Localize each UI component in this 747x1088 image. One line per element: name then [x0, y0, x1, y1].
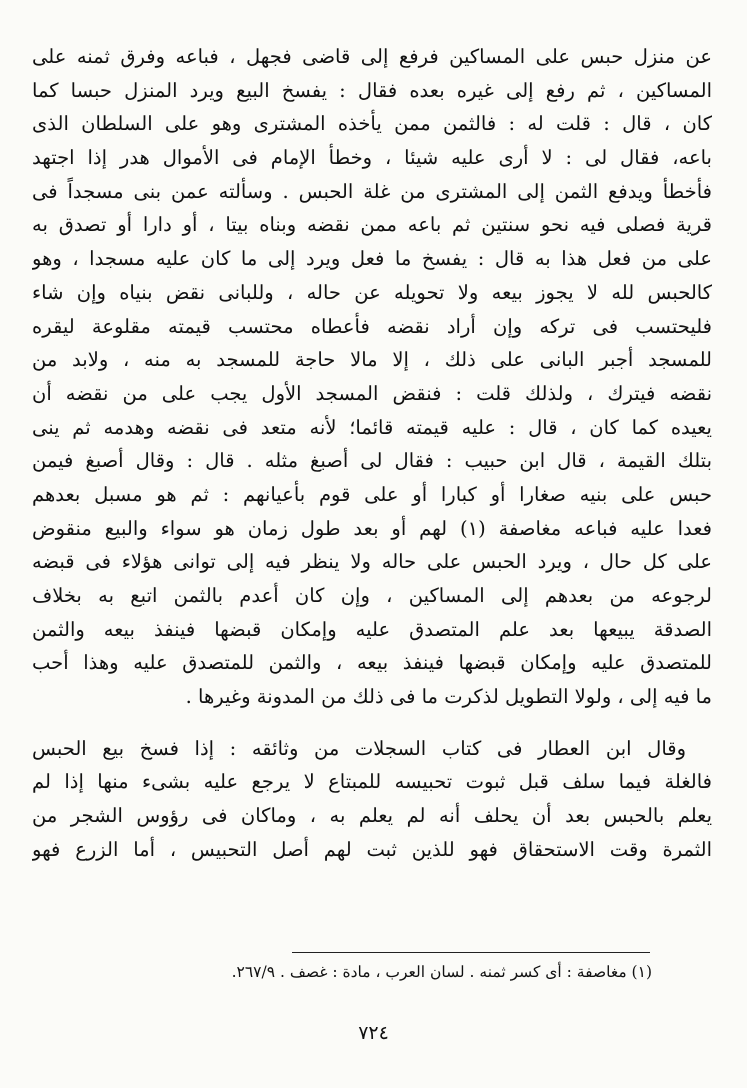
text-line: على من فعل هذا به قال : يفسخ ما فعل ويرد إلى ما كان عليه مسجدا ، وهو — [32, 247, 712, 271]
text-line: للمسجد أجبر البانى على ذلك ، إلا مالا حاجة للمسجد به منه ، ولابد من — [32, 348, 712, 372]
text-line: الصدقة يبيعها بعد علم المتصدق عليه وإمكان قبضها فينفذ بيعه والثمن — [32, 617, 712, 641]
paragraph-2 — [32, 732, 712, 867]
text-line: باعه، فقال لى : لا أرى عليه شيئا ، وخطأ الإمام فى الأموال هدر إذا اجتهد — [32, 146, 712, 170]
text-line: كالحبس لله لا يجوز بيعه ولا تحويله عن حاله ، وللبانى نقض بنياه وإن شاء — [32, 280, 712, 304]
text-line: حبس على بنيه صغارا أو كبارا أو على قوم بأعيانهم : ثم هو مسبل بعدهم — [32, 482, 712, 506]
paragraph-gap — [32, 714, 712, 732]
footnote: (١) مغاصفة : أى كسر ثمنه . لسان العرب ، مادة : غصف . ٢٦٧/٩. — [231, 963, 652, 981]
text-line: على كل حال ، ويرد الحبس على حاله ولا ينظر فيه إلى توانى هؤلاء فى قبضه — [32, 550, 712, 574]
text-line: فليحتسب فى تركه وإن أراد نقضه فأعطاه محتسب قيمته مقلوعة ليقره — [32, 314, 712, 338]
text-line: المساكين ، ثم رفع إلى غيره بعده فقال : يفسخ البيع ويرد المنزل حبسا كما — [32, 78, 712, 102]
text-line: لرجوعه من بعدهم إلى المساكين ، وإن كان أعدم بالثمن اتبع به بخلاف — [32, 584, 712, 607]
text-line: فأخطأ ويدفع الثمن إلى المشترى من غلة الحبس . وسألته عمن بنى مسجداً فى — [32, 179, 712, 203]
text-line: عن منزل حبس على المساكين فرفع إلى قاضى فجهل ، فباعه وفرق ثمنه على — [32, 45, 712, 68]
footnote-separator — [292, 952, 650, 953]
text-line: يعلم بالحبس بعد أن يحلف أنه لم يعلم به ، وماكان فى رؤوس الشجر من — [32, 804, 712, 828]
text-line: الثمرة وقت الاستحقاق فهو للذين ثبت لهم أصل التحبيس ، أما الزرع فهو — [32, 837, 712, 861]
text-line: قرية فصلى فيه نحو سنتين ثم باعه ممن نقضه وبناه بيتا ، أو دارا أو تصدق به — [32, 213, 712, 237]
paragraph-1 — [32, 40, 712, 714]
page-body — [32, 40, 712, 867]
text-line: ما فيه إلى ، ولولا التطويل لذكرت ما فى ذلك من المدونة وغيرها . — [185, 685, 712, 709]
text-line: يعيده كما كان ، قال : عليه قيمته قائما؛ لأنه متعد فى نقضه وهدمه ثم ينى — [32, 415, 712, 439]
text-line: نقضه فيترك ، ولذلك قلت : فنقض المسجد الأول يجب على من نقضه أن — [32, 381, 712, 405]
text-line: للمتصدق عليه وإمكان قبضها فينفذ بيعه ، والثمن للمتصدق عليه وهذا أحب — [32, 651, 712, 675]
text-line: كان ، قال : قلت له : فالثمن ممن يأخذه المشترى وهو على السلطان الذى — [32, 112, 712, 136]
text-line: فعدا عليه فباعه مغاصفة (١) لهم أو بعد طول زمان هو سواء والبيع منقوض — [32, 516, 712, 540]
text-line: وقال ابن العطار فى كتاب السجلات من وثائقه : إذا فسخ بيع الحبس — [32, 736, 686, 760]
text-line: فالغلة فيما سلف قبل ثبوت تحبيسه للمبتاع لا يرجع عليه بشىء منها إذا لم — [32, 770, 712, 794]
page-number: ٧٢٤ — [358, 1022, 389, 1044]
text-line: بتلك القيمة ، قال ابن حبيب : فقال لى أصبغ مثله . قال : وقال أصبغ فيمن — [32, 449, 712, 473]
